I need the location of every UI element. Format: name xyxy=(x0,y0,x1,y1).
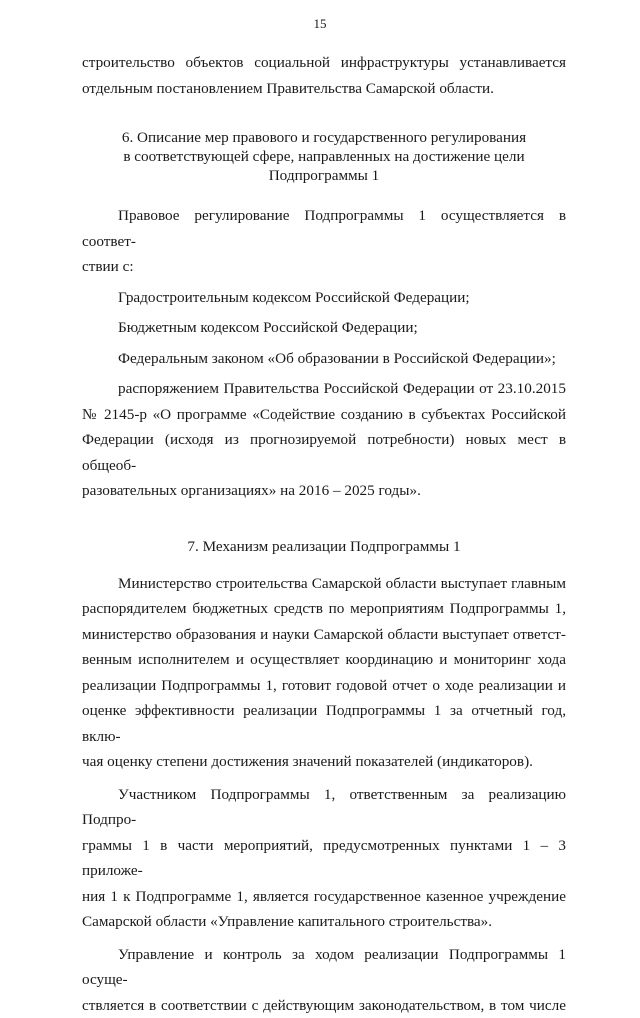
section-7-paragraph-2 xyxy=(82,782,566,935)
paragraph-line: Министерство строительства Самарской области выступает главным xyxy=(82,571,566,597)
paragraph-line: министерство образования и науки Самарской области выступает ответст- xyxy=(82,622,566,648)
paragraph-line: № 2145-р «О программе «Содействие созданию в субъектах Российской xyxy=(82,402,566,428)
paragraph-line: Федерации (исходя из прогнозируемой потребности) новых мест в общеоб- xyxy=(82,427,566,478)
intro-line: отдельным постановлением Правительства Самарской области. xyxy=(82,76,566,102)
section-7-paragraph-3 xyxy=(82,942,566,1018)
paragraph-line: Правовое регулирование Подпрограммы 1 осуществляется в соответ- xyxy=(82,203,566,254)
paragraph-line: ния 1 к Подпрограмме 1, является государственное казенное учреждение xyxy=(82,884,566,910)
intro-line: строительство объектов социальной инфраструктуры устанавливается xyxy=(82,50,566,76)
paragraph-line: Участником Подпрограммы 1, ответственным за реализацию Подпро- xyxy=(82,782,566,833)
paragraph-line: Самарской области «Управление капитального строительства». xyxy=(82,909,566,935)
page-number: 15 xyxy=(0,16,640,32)
section-6-heading xyxy=(82,128,566,185)
paragraph-line: чая оценку степени достижения значений показателей (индикаторов). xyxy=(82,749,566,775)
paragraph-line: граммы 1 в части мероприятий, предусмотренных пунктами 1 – 3 приложе- xyxy=(82,833,566,884)
list-item: Федеральным законом «Об образовании в Российской Федерации»; xyxy=(82,346,566,372)
government-order-paragraph xyxy=(82,376,566,504)
legal-references-list xyxy=(82,285,566,372)
paragraph-line: распорядителем бюджетных средств по мероприятиям Подпрограммы 1, xyxy=(82,596,566,622)
heading-line: 6. Описание мер правового и государственного регулирования xyxy=(82,128,566,147)
paragraph-line: разовательных организациях» на 2016 – 2025 годы». xyxy=(82,478,566,504)
paragraph-line: ствляется в соответствии с действующим законодательством, в том числе xyxy=(82,993,566,1018)
heading-line: Подпрограммы 1 xyxy=(82,166,566,185)
heading-line: в соответствующей сфере, направленных на достижение цели xyxy=(82,147,566,166)
paragraph-line: реализации Подпрограммы 1, готовит годовой отчет о ходе реализации и xyxy=(82,673,566,699)
paragraph-line: оценке эффективности реализации Подпрограммы 1 за отчетный год, вклю- xyxy=(82,698,566,749)
list-item: Бюджетным кодексом Российской Федерации; xyxy=(82,315,566,341)
heading-line: 7. Механизм реализации Подпрограммы 1 xyxy=(82,537,566,556)
paragraph-line: ствии с: xyxy=(82,254,566,280)
paragraph-line: Управление и контроль за ходом реализации Подпрограммы 1 осуще- xyxy=(82,942,566,993)
section-7-heading xyxy=(82,537,566,556)
paragraph-line: распоряжением Правительства Российской Федерации от 23.10.2015 xyxy=(82,376,566,402)
paragraph-line: венным исполнителем и осуществляет координацию и мониторинг хода xyxy=(82,647,566,673)
list-item: Градостроительным кодексом Российской Федерации; xyxy=(82,285,566,311)
section-7-paragraph-1 xyxy=(82,571,566,775)
document-body xyxy=(82,50,566,1018)
intro-paragraph xyxy=(82,50,566,101)
section-6-lead xyxy=(82,203,566,280)
